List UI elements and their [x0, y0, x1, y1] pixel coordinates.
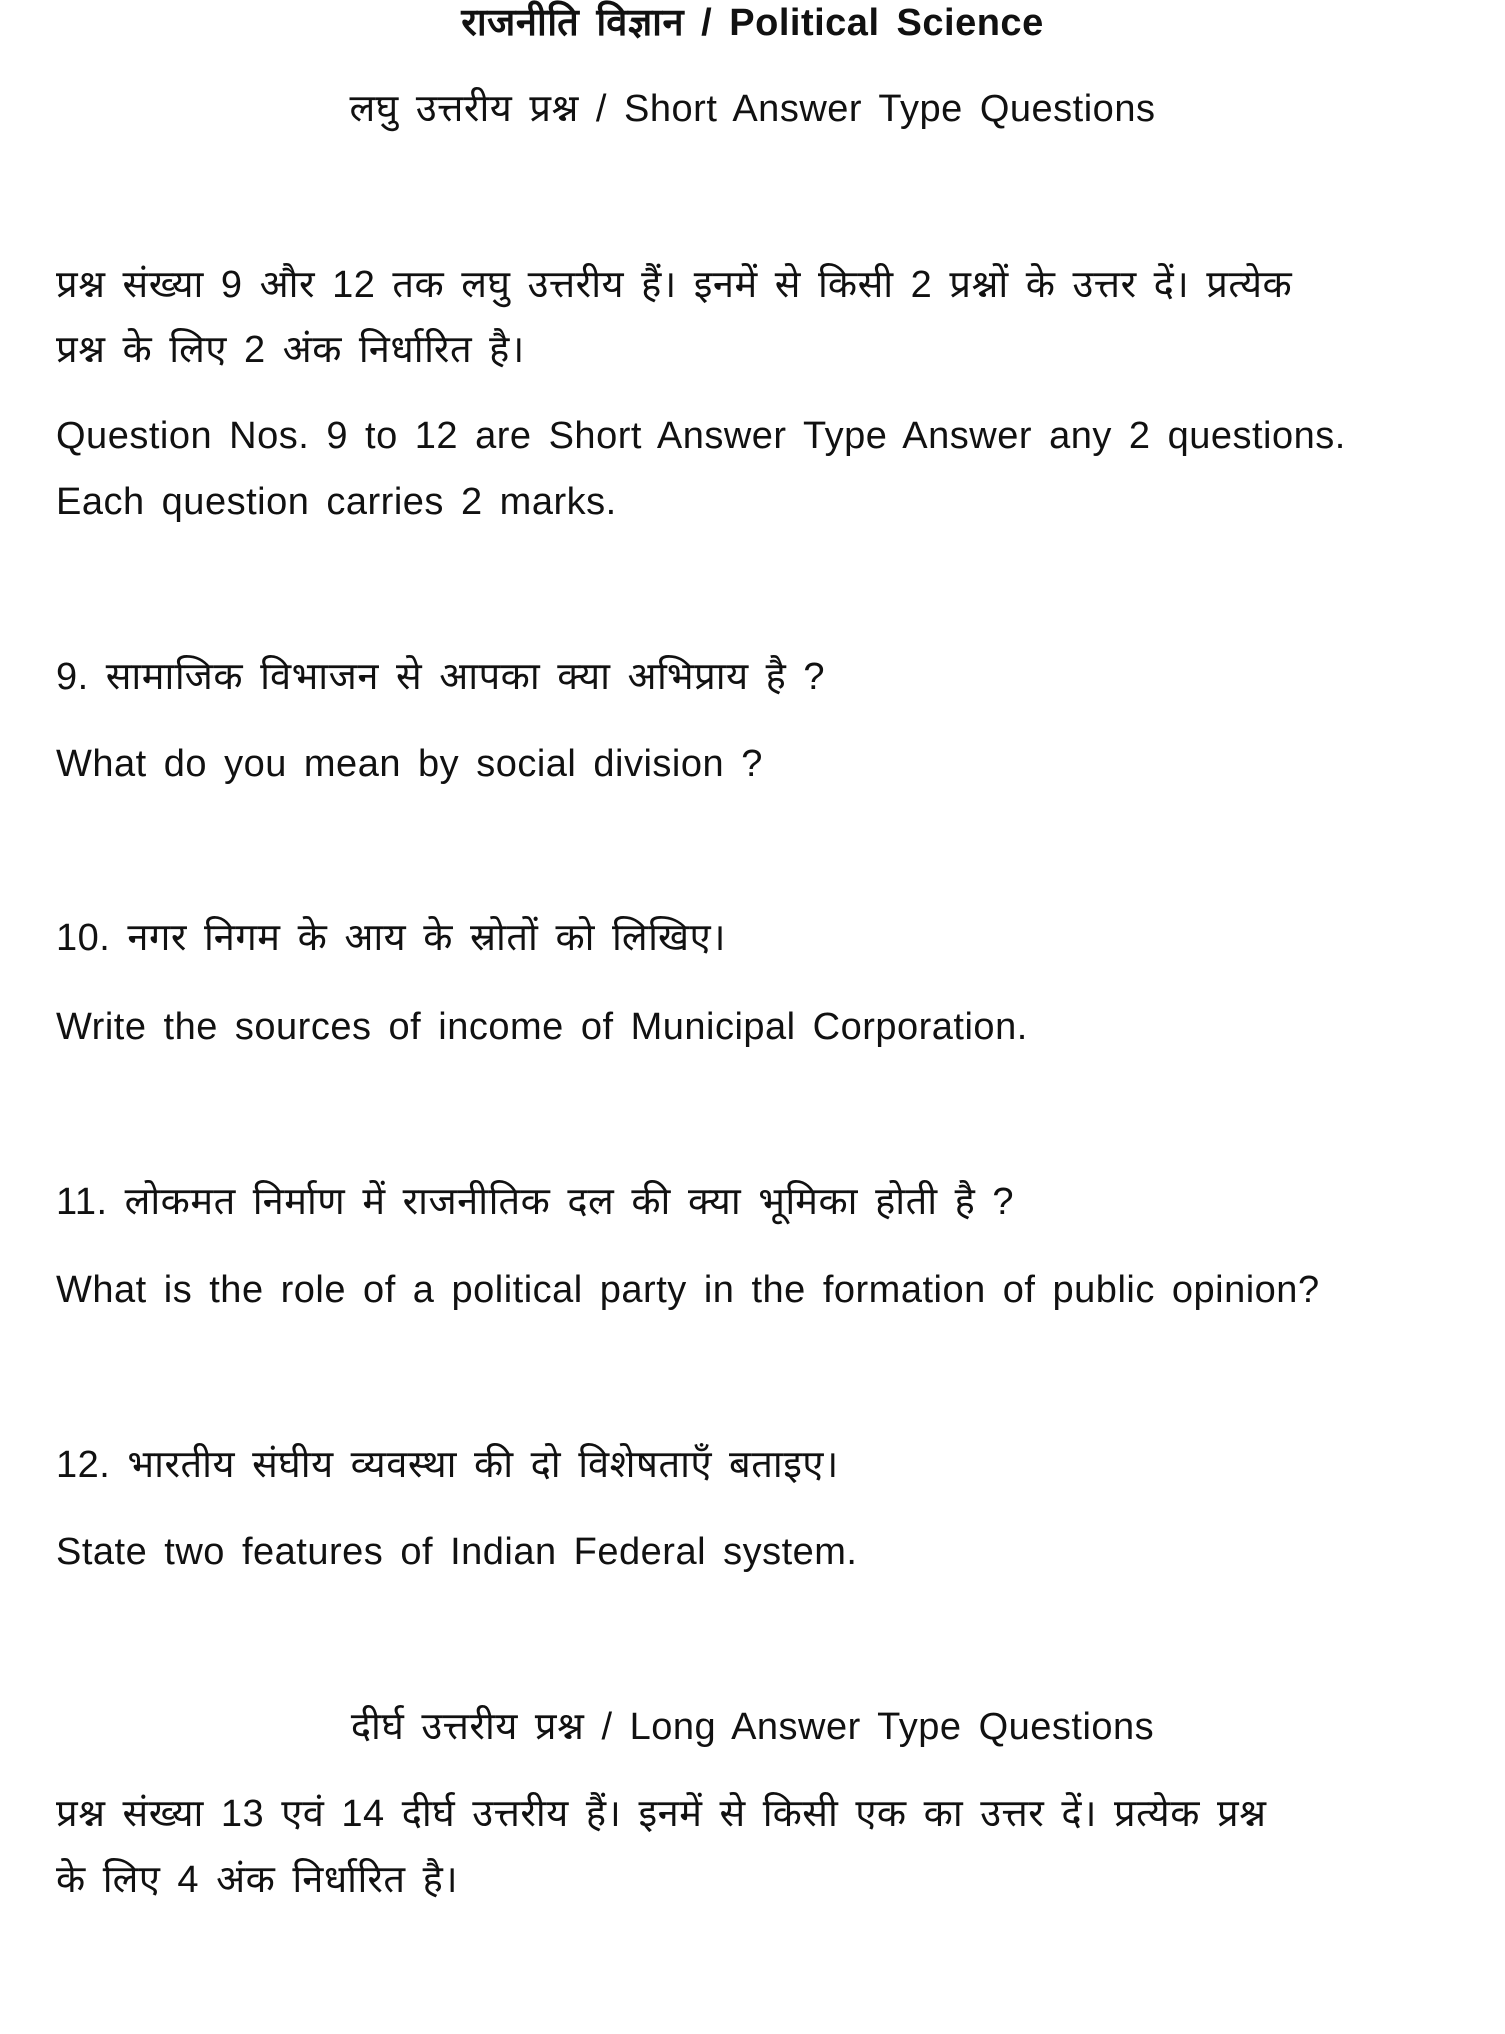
- long-instructions-hindi-line-2: के लिए 4 अंक निर्धारित है।: [56, 1859, 459, 1901]
- question-10-english: Write the sources of income of Municipal Corporation.: [56, 1006, 1028, 1048]
- long-section-heading: दीर्घ उत्तरीय प्रश्न / Long Answer Type Questions: [350, 1706, 1155, 1748]
- short-instructions-english-line-2: Each question carries 2 marks.: [56, 481, 617, 523]
- question-10-hindi: 10. नगर निगम के आय के स्रोतों को लिखिए।: [56, 917, 726, 959]
- short-instructions-english-line-1: Question Nos. 9 to 12 are Short Answer Type Answer any 2 questions.: [56, 415, 1346, 457]
- question-9-hindi: 9. सामाजिक विभाजन से आपका क्या अभिप्राय है ?: [56, 656, 826, 698]
- question-11-hindi: 11. लोकमत निर्माण में राजनीतिक दल की क्या भूमिका होती है ?: [56, 1181, 1015, 1223]
- question-11-english: What is the role of a political party in the formation of public opinion?: [56, 1269, 1320, 1311]
- question-12-hindi: 12. भारतीय संघीय व्यवस्था की दो विशेषताएँ बताइए।: [56, 1444, 839, 1486]
- short-section-heading: लघु उत्तरीय प्रश्न / Short Answer Type Questions: [349, 88, 1156, 130]
- question-9-english: What do you mean by social division ?: [56, 743, 763, 785]
- short-instructions-hindi-line-1: प्रश्न संख्या 9 और 12 तक लघु उत्तरीय हैं। इनमें से किसी 2 प्रश्नों के उत्तर दें। प्रत्येक: [56, 264, 1293, 306]
- page-title: राजनीति विज्ञान / Political Science: [461, 2, 1044, 44]
- long-instructions-hindi-line-1: प्रश्न संख्या 13 एवं 14 दीर्घ उत्तरीय हैं। इनमें से किसी एक का उत्तर दें। प्रत्येक प्रश्न: [56, 1793, 1267, 1835]
- question-12-english: State two features of Indian Federal system.: [56, 1531, 858, 1573]
- short-instructions-hindi-line-2: प्रश्न के लिए 2 अंक निर्धारित है।: [56, 329, 525, 371]
